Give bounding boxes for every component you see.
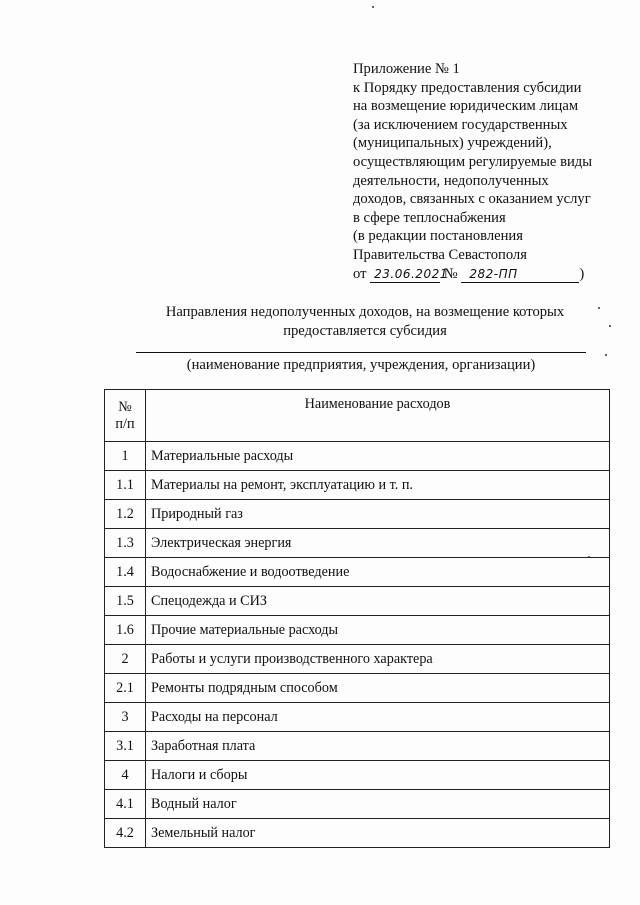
row-num: 4.2 [105,819,146,848]
table-row [105,529,610,558]
date-prefix: от [353,265,367,282]
appendix-line: осуществляющим регулируемые виды [353,153,592,170]
table-header-row [105,390,610,442]
appendix-line: (в редакции постановления [353,228,523,245]
row-name: Заработная плата [146,732,610,761]
appendix-line: в сфере теплоснабжения [353,209,506,226]
row-num: 1.2 [105,500,146,529]
table-row [105,790,610,819]
number-prefix: № [443,265,458,282]
appendix-line: (муниципальных) учреждений), [353,135,552,152]
appendix-line: доходов, связанных с оказанием услуг [353,191,591,208]
row-num: 3 [105,703,146,732]
appendix-line: (за исключением государственных [353,116,568,133]
row-name: Земельный налог [146,819,610,848]
organization-blank-line [136,352,586,353]
header-num [105,390,146,442]
table-row [105,471,610,500]
header-num-line-2: п/п [115,415,135,432]
table-row [105,645,610,674]
appendix-line: на возмещение юридическим лицам [353,98,579,115]
row-name: Водный налог [146,790,610,819]
scan-speck [588,556,590,558]
table-row [105,442,610,471]
header-num-line-1: № [118,398,132,415]
organization-caption: (наименование предприятия, учреждения, организации) [186,357,536,373]
row-name: Природный газ [146,500,610,529]
table-row [105,587,610,616]
row-num: 1.1 [105,471,146,500]
costs-table [104,389,610,848]
row-name: Налоги и сборы [146,761,610,790]
header-name: Наименование расходов [146,390,610,442]
table-row [105,674,610,703]
row-num: 1.4 [105,558,146,587]
appendix-line: деятельности, недополученных [353,172,549,189]
row-num: 2.1 [105,674,146,703]
resolution-number: 282-ПП [461,267,579,283]
row-name: Спецодежда и СИЗ [146,587,610,616]
table-row [105,732,610,761]
closing-paren: ) [579,265,585,282]
row-num: 1.6 [105,616,146,645]
scan-speck [605,354,607,356]
row-num: 2 [105,645,146,674]
row-num: 1.3 [105,529,146,558]
table-row [105,819,610,848]
row-name: Ремонты подрядным способом [146,674,610,703]
table-row [105,558,610,587]
row-name: Материальные расходы [146,442,610,471]
row-name: Расходы на персонал [146,703,610,732]
appendix-block [353,60,613,283]
resolution-date: 23.06.2021 [370,267,440,283]
row-name: Прочие материальные расходы [146,616,610,645]
scan-speck [372,6,374,8]
row-name: Водоснабжение и водоотведение [146,558,610,587]
scan-speck [598,307,600,309]
row-num: 3.1 [105,732,146,761]
row-name: Материалы на ремонт, эксплуатацию и т. п. [146,471,610,500]
table-row [105,703,610,732]
row-num: 4 [105,761,146,790]
appendix-line: Правительства Севастополя [353,246,527,263]
document-heading [135,303,595,340]
row-name: Электрическая энергия [146,529,610,558]
heading-line-1: Направления недополученных доходов, на возмещение которых [165,304,565,320]
table-row [105,761,610,790]
scan-speck [609,325,611,327]
resolution-date-line [353,265,613,284]
row-num: 1 [105,442,146,471]
appendix-line: Приложение № 1 [353,61,460,77]
appendix-line: к Порядку предоставления субсидии [353,79,582,96]
heading-line-2: предоставляется субсидия [283,322,447,339]
row-num: 1.5 [105,587,146,616]
row-num: 4.1 [105,790,146,819]
table-row [105,500,610,529]
table-row [105,616,610,645]
row-name: Работы и услуги производственного характера [146,645,610,674]
